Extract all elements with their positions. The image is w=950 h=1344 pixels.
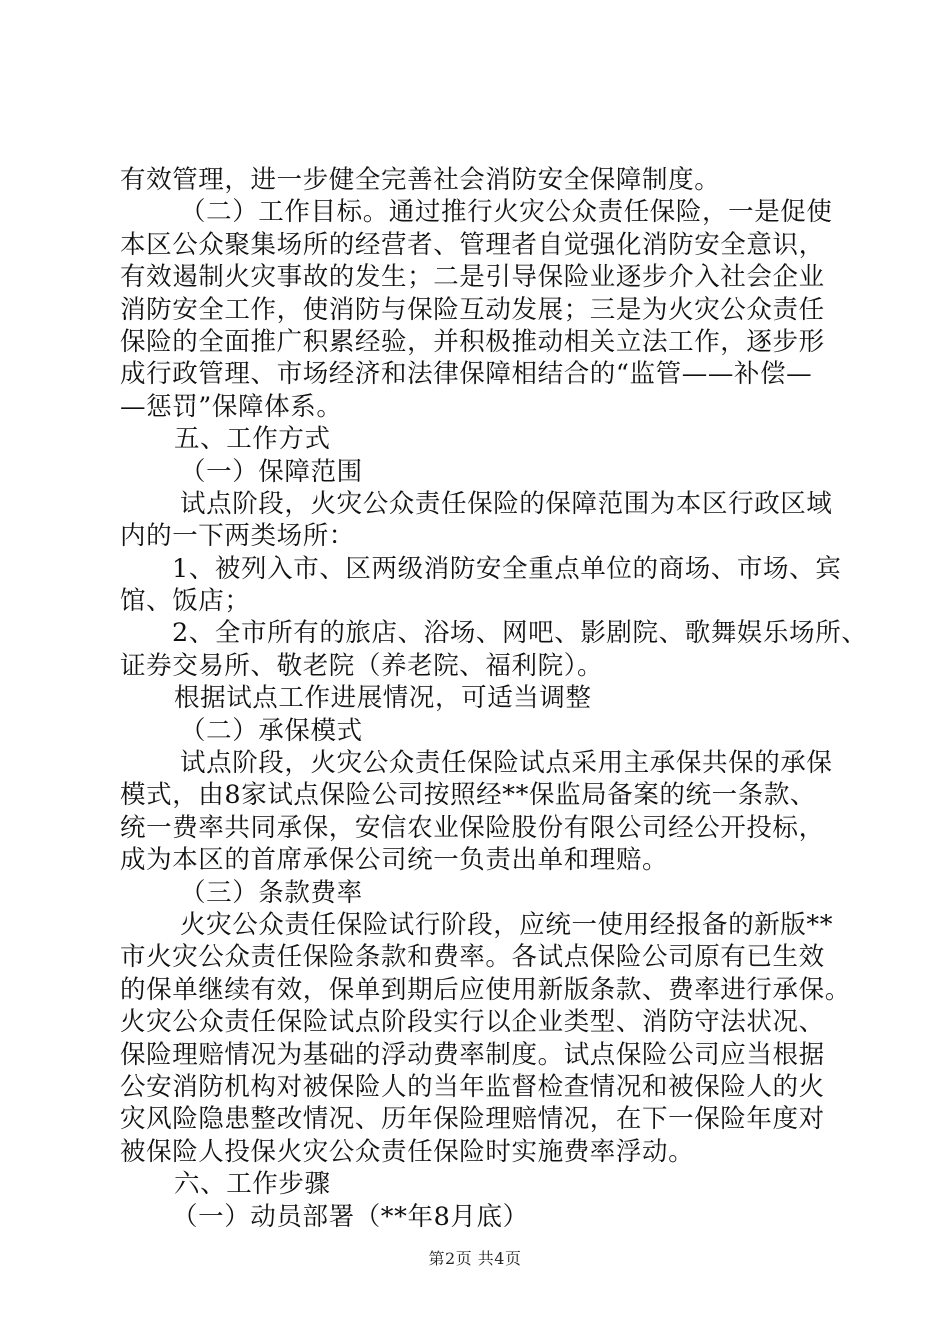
text-line: 成行政管理、市场经济和法律保障相结合的“监管——补偿— [120,359,813,390]
page-number-footer: 第2页 共4页 [428,1249,522,1268]
text-line: 模式，由8家试点保险公司按照经**保监局备案的统一条款、 [120,780,817,811]
text-line: （二）工作目标。通过推行火灾公众责任保险，一是促使 [180,197,833,228]
text-line: 统一费率共同承保，安信农业保险股份有限公司经公开投标， [120,812,825,843]
text-line: 消防安全工作，使消防与保险互动发展；三是为火灾公众责任 [120,294,825,325]
section-heading: 五、工作方式 [174,424,331,455]
text-line: 成为本区的首席承保公司统一负责出单和理赔。 [120,845,669,876]
text-line: 根据试点工作进展情况，可适当调整 [174,683,592,714]
document-body [120,164,868,1233]
text-line: 本区公众聚集场所的经营者、管理者自觉强化消防安全意识， [120,229,825,260]
text-line: 保险的全面推广积累经验，并积极推动相关立法工作，逐步形 [120,326,825,357]
text-line: 试点阶段，火灾公众责任保险的保障范围为本区行政区域 [180,488,833,519]
section-heading: 六、工作步骤 [174,1169,331,1200]
text-line: 保险理赔情况为基础的浮动费率制度。试点保险公司应当根据 [120,1039,825,1070]
text-line: 馆、饭店； [120,586,251,617]
subsection-heading: （一）动员部署（**年8月底） [172,1201,529,1232]
text-line: 公安消防机构对被保险人的当年监督检查情况和被保险人的火 [120,1071,825,1102]
subsection-heading: （一）保障范围 [180,456,363,487]
text-line: 证券交易所、敬老院（养老院、福利院）。 [120,650,604,681]
text-line: —惩罚”保障体系。 [120,391,343,422]
text-line: 1、被列入市、区两级消防安全重点单位的商场、市场、宾 [172,553,842,584]
text-line: 的保单继续有效，保单到期后应使用新版条款、费率进行承保。 [120,974,851,1005]
text-line: 灾风险隐患整改情况、历年保险理赔情况，在下一保险年度对 [120,1104,825,1135]
text-line: 内的一下两类场所： [120,521,355,552]
text-line: 有效遏制火灾事故的发生；二是引导保险业逐步介入社会企业 [120,262,825,293]
text-line: 被保险人投保火灾公众责任保险时实施费率浮动。 [120,1136,695,1167]
text-line: 2、全市所有的旅店、浴场、网吧、影剧院、歌舞娱乐场所、 [172,618,868,649]
text-line: 火灾公众责任保险试点阶段实行以企业类型、消防守法状况、 [120,1007,825,1038]
text-line: 试点阶段，火灾公众责任保险试点采用主承保共保的承保 [180,748,833,779]
text-line: 有效管理，进一步健全完善社会消防安全保障制度。 [120,165,721,195]
subsection-heading: （二）承保模式 [180,715,363,746]
subsection-heading: （三）条款费率 [180,877,363,908]
text-line: 市火灾公众责任保险条款和费率。各试点保险公司原有已生效 [120,942,825,973]
text-line: 火灾公众责任保险试行阶段，应统一使用经报备的新版** [180,909,834,940]
